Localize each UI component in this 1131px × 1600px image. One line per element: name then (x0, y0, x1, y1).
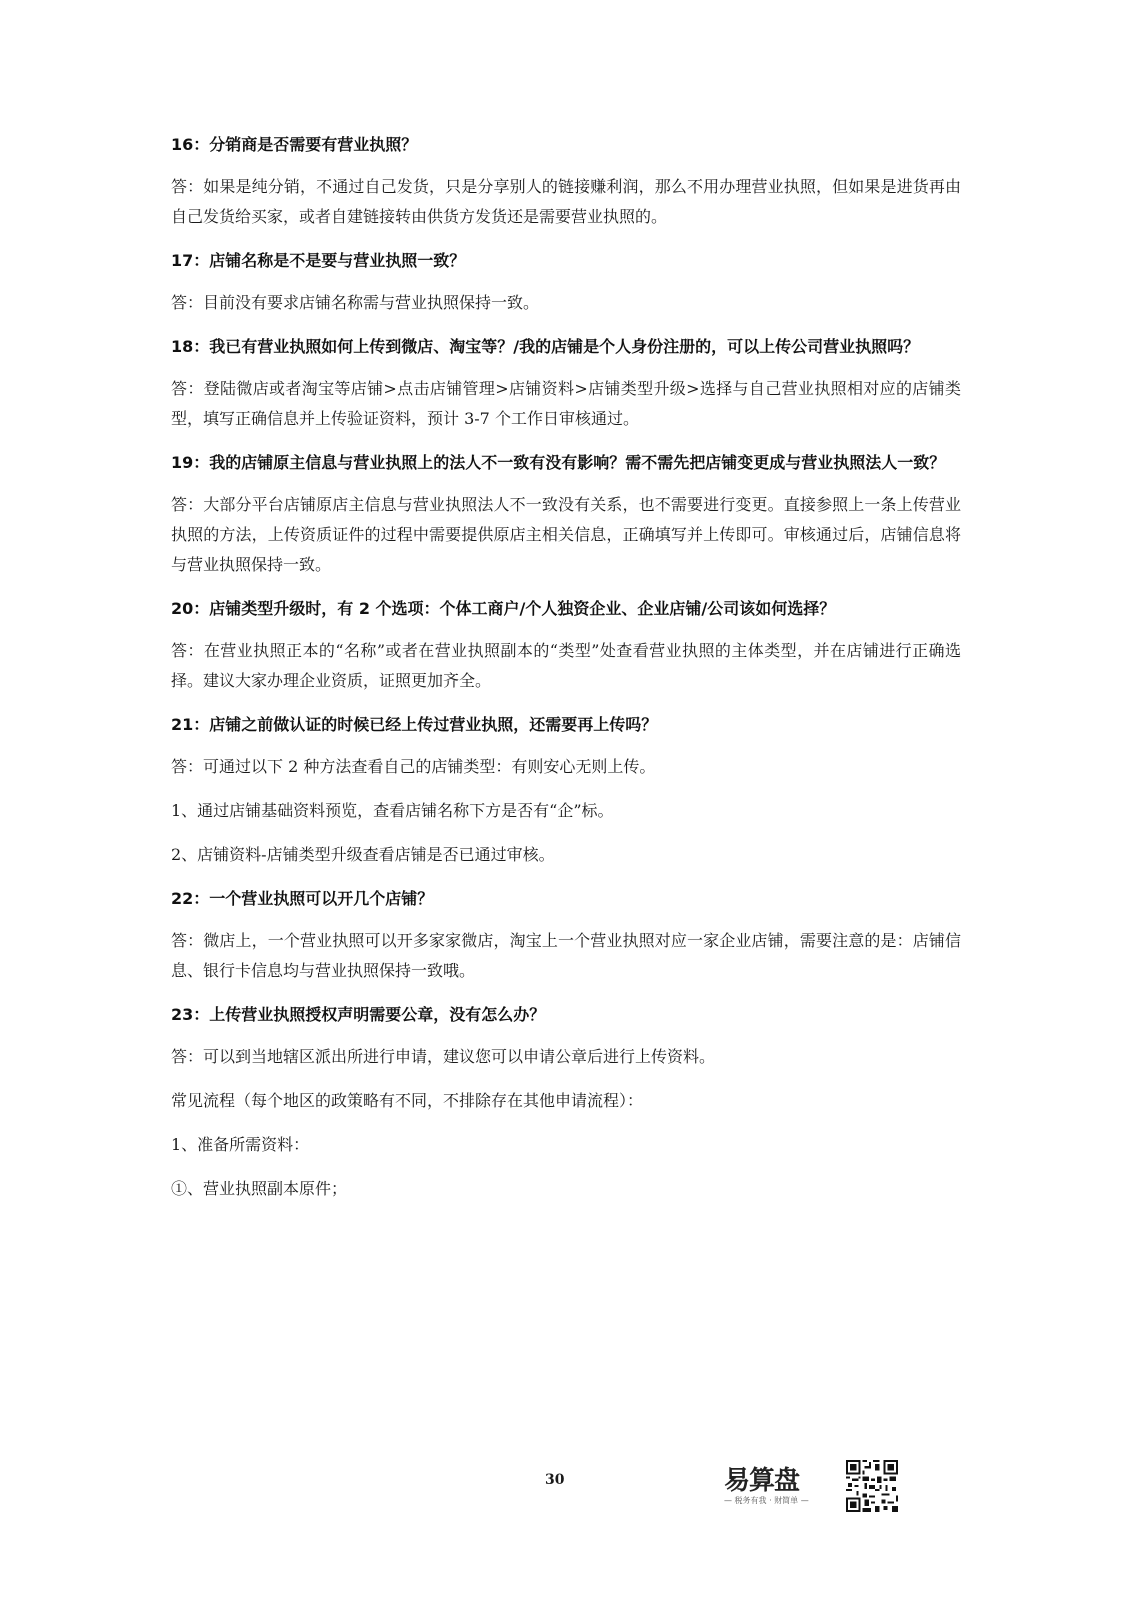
faq-answer: 答：如果是纯分销，不通过自己发货，只是分享别人的链接赚利润，那么不用办理营业执照，但如果是进货再由自己发货给买家，或者自建链接转由供货方发货还是需要营业执照的。 (171, 177, 961, 226)
qr-code-icon (846, 1460, 898, 1512)
faq-answer: 答：可以到当地辖区派出所进行申请，建议您可以申请公章后进行上传资料。 (171, 1047, 716, 1066)
faq-content (171, 130, 961, 1218)
faq-answer: 答：大部分平台店铺原店主信息与营业执照法人不一致没有关系，也不需要进行变更。直接参照上一条上传营业执照的方法，上传资质证件的过程中需要提供原店主相关信息，正确填写并上传即可。审核通过后，店铺信息将与营业执照保持一致。 (171, 495, 961, 574)
faq-answer: 答：目前没有要求店铺名称需与营业执照保持一致。 (171, 293, 540, 312)
faq-answer: 答：登陆微店或者淘宝等店铺>点击店铺管理>店铺资料>店铺类型升级>选择与自己营业执照相对应的店铺类型，填写正确信息并上传验证资料，预计 3-7 个工作日审核通过。 (171, 379, 961, 428)
logo-text: 易算盘 (724, 1466, 800, 1496)
brand-logo (724, 1460, 814, 1516)
page-number: 30 (545, 1472, 565, 1488)
faq-answer: 常见流程（每个地区的政策略有不同，不排除存在其他申请流程）： (171, 1091, 644, 1110)
faq-answer: ①、营业执照副本原件； (171, 1179, 348, 1198)
faq-question: 22：一个营业执照可以开几个店铺？ (171, 889, 434, 908)
faq-answer: 1、准备所需资料： (171, 1135, 310, 1154)
faq-answer: 答：微店上，一个营业执照可以开多家家微店，淘宝上一个营业执照对应一家企业店铺，需要注意的是：店铺信息、银行卡信息均与营业执照保持一致哦。 (171, 931, 961, 980)
faq-question: 17：店铺名称是不是要与营业执照一致？ (171, 251, 466, 270)
faq-answer: 1、通过店铺基础资料预览，查看店铺名称下方是否有“企”标。 (171, 801, 614, 820)
faq-question: 23：上传营业执照授权声明需要公章，没有怎么办？ (171, 1005, 546, 1024)
faq-answer: 2、店铺资料-店铺类型升级查看店铺是否已通过审核。 (171, 845, 555, 864)
page-footer (0, 1460, 1131, 1520)
logo-tagline: — 税务有我 · 财简单 — (724, 1496, 809, 1505)
faq-question: 16：分销商是否需要有营业执照？ (171, 135, 418, 154)
faq-question: 19：我的店铺原主信息与营业执照上的法人不一致有没有影响？需不需先把店铺变更成与营业执照法人一致？ (171, 453, 946, 472)
faq-question: 20：店铺类型升级时，有 2 个选项：个体工商户/个人独资企业、企业店铺/公司该如何选择？ (171, 599, 836, 618)
faq-question: 21：店铺之前做认证的时候已经上传过营业执照，还需要再上传吗？ (171, 715, 658, 734)
faq-question: 18：我已有营业执照如何上传到微店、淘宝等？/我的店铺是个人身份注册的，可以上传公司营业执照吗？ (171, 337, 920, 356)
faq-answer: 答：可通过以下 2 种方法查看自己的店铺类型：有则安心无则上传。 (171, 757, 656, 776)
faq-answer: 答：在营业执照正本的“名称”或者在营业执照副本的“类型”处查看营业执照的主体类型，并在店铺进行正确选择。建议大家办理企业资质，证照更加齐全。 (171, 641, 961, 690)
